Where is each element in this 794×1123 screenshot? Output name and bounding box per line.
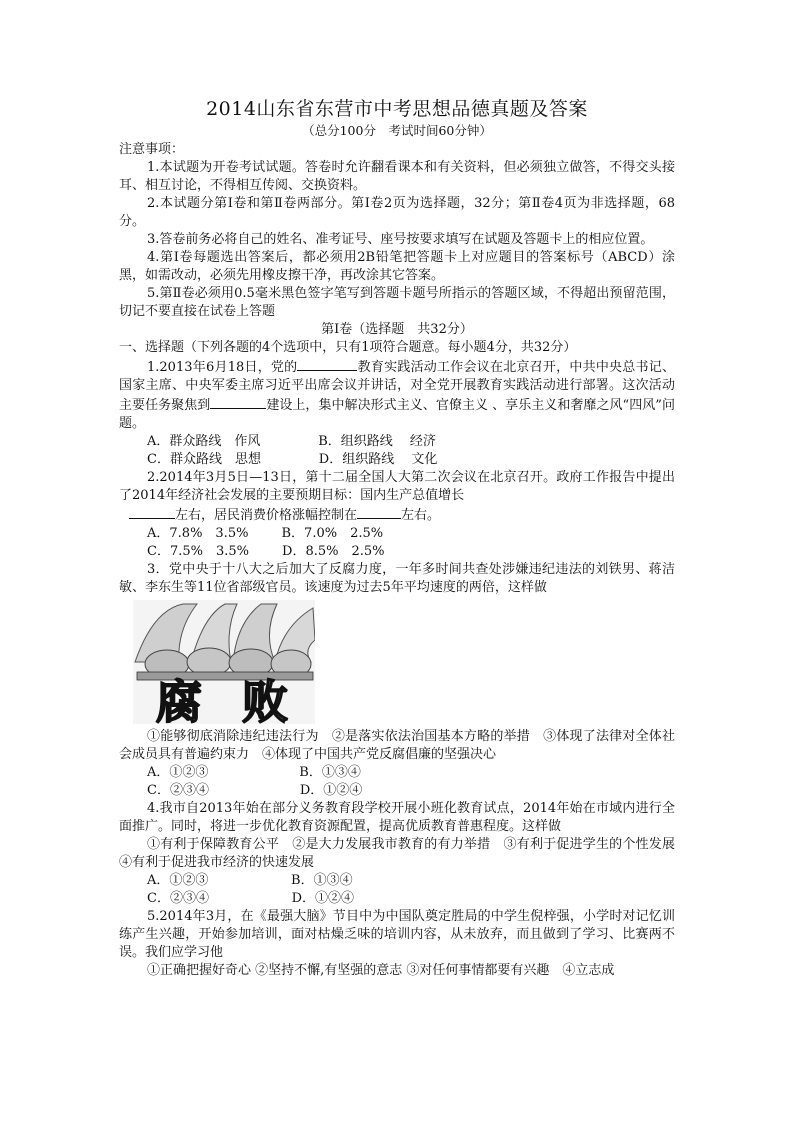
question-1 bbox=[119, 357, 675, 433]
image-char-2: 败 bbox=[242, 675, 288, 724]
q2-text-a: 2.2014年3月5日—13日，第十二届全国人大第二次会议在北京召开。政府工作报告中提出了2014年经济社会发展的主要预期目标：国内生产总值增长 bbox=[119, 470, 675, 503]
question-4: 4.我市自2013年始在部分义务教育段学校开展小班化教育试点，2014年始在市域内进行全面推广。同时，将进一步优化教育资源配置，提高优质教育普惠程度。这样做 bbox=[119, 801, 675, 834]
part1-heading: 第Ⅰ卷（选择题 共32分） bbox=[321, 322, 473, 337]
q1-text-b: 教育实践活动工作会议在北京召开，中共中央总书记、国家主席、中央军委主席习近平出席会议并讲话，对全党开展教育实践活动进行部署。这次活动主要任务聚焦到 bbox=[119, 360, 675, 413]
notice-item: 5.第Ⅱ卷必须用0.5毫米黑色签字笔写到答题卡题号所指示的答题区域，不得超出预留范围，切记不要直接在试卷上答题 bbox=[119, 286, 675, 319]
page-title: 2014山东省东营市中考思想品德真题及答案 bbox=[206, 98, 588, 120]
question-5: 5.2014年3月，在《最强大脑》节目中为中国队奠定胜局的中学生倪梓强，小学时对记忆训练产生兴趣，开始参加培训，面对枯燥乏味的培训内容，从未放弃，而且做到了学习、比赛两不误。我们应学习他 bbox=[119, 909, 675, 960]
notice-item: 2.本试题分第Ⅰ卷和第Ⅱ卷两部分。第Ⅰ卷2页为选择题，32分；第Ⅱ卷4页为非选择题，68分。 bbox=[119, 196, 675, 229]
q3-options-row: A．①②③ B．①③④ bbox=[147, 765, 361, 780]
q1-text-a: 1.2013年6月18日，党的 bbox=[147, 360, 298, 375]
image-char-1: 腐 bbox=[156, 675, 202, 724]
q4-options-row: A．①②③ B．①③④ bbox=[147, 873, 353, 888]
q3-options-row: C．②③④ D．①②④ bbox=[147, 783, 363, 798]
q2-options-row: C．7.5% 3.5% D．8.5% 2.5% bbox=[147, 544, 385, 559]
answer-blank bbox=[129, 505, 175, 519]
q2-options-row: A．7.8% 3.5% B．7.0% 2.5% bbox=[147, 526, 384, 541]
q2-text-b: 左右，居民消费价格涨幅控制在 bbox=[175, 508, 358, 523]
q2-text-c: 左右。 bbox=[401, 508, 441, 523]
answer-blank bbox=[297, 357, 357, 371]
notice-item: 4.第Ⅰ卷每题选出答案后，都必须用2B铅笔把答题卡上对应题目的答案标号（ABCD）涂黑，如需改动，必须先用橡皮擦干净，再改涂其它答案。 bbox=[119, 250, 675, 283]
q1-options-row: C．群众路线 思想 D．组织路线 文化 bbox=[147, 452, 438, 467]
question-2 bbox=[119, 469, 675, 525]
notice-item: 1.本试题为开卷考试试题。答卷时允许翻看课本和有关资料，但必须独立做答，不得交头接耳、相互讨论，不得相互传阅、交换资料。 bbox=[119, 160, 675, 193]
question-3: 3．党中央于十八大之后加大了反腐力度，一年多时间共查处涉嫌违纪违法的刘铁男、蒋洁敏、李东生等11位省部级官员。该速度为过去5年平均速度的两倍，这样做 bbox=[119, 562, 675, 595]
q5-statements: ①正确把握好奇心 ②坚持不懈,有坚强的意志 ③对任何事情都要有兴趣 ④立志成 bbox=[147, 963, 615, 978]
q3-statements: ①能够彻底消除违纪违法行为 ②是落实依法治国基本方略的举措 ③体现了法律对全体社会成员具有普遍约束力 ④体现了中国共产党反腐倡廉的坚强决心 bbox=[119, 729, 675, 762]
q1-text-c: 建设上，集中解决形式主义、官僚主义 、享乐主义和奢靡之风“四风”问题。 bbox=[119, 398, 675, 431]
section-heading: 一、选择题（下列各题的4个选项中，只有1项符合题意。每小题4分，共32分） bbox=[119, 340, 577, 355]
page-subtitle: （总分100分 考试时间60分钟） bbox=[302, 123, 492, 138]
page-content bbox=[119, 96, 675, 980]
notice-heading: 注意事项： bbox=[119, 142, 185, 157]
q1-options-row: A．群众路线 作风 B．组织路线 经济 bbox=[147, 434, 436, 449]
anti-corruption-image bbox=[133, 600, 315, 724]
notice-item: 3.答卷前务必将自己的姓名、准考证号、座号按要求填写在试题及答题卡上的相应位置。 bbox=[147, 232, 654, 247]
answer-blank bbox=[210, 395, 266, 409]
q4-statements: ①有利于保障教育公平 ②是大力发展我市教育的有力举措 ③有利于促进学生的个性发展 ④有利于促进我市经济的快速发展 bbox=[119, 837, 675, 870]
answer-blank bbox=[357, 505, 401, 519]
q4-options-row: C．②③④ D．①②④ bbox=[147, 891, 355, 906]
